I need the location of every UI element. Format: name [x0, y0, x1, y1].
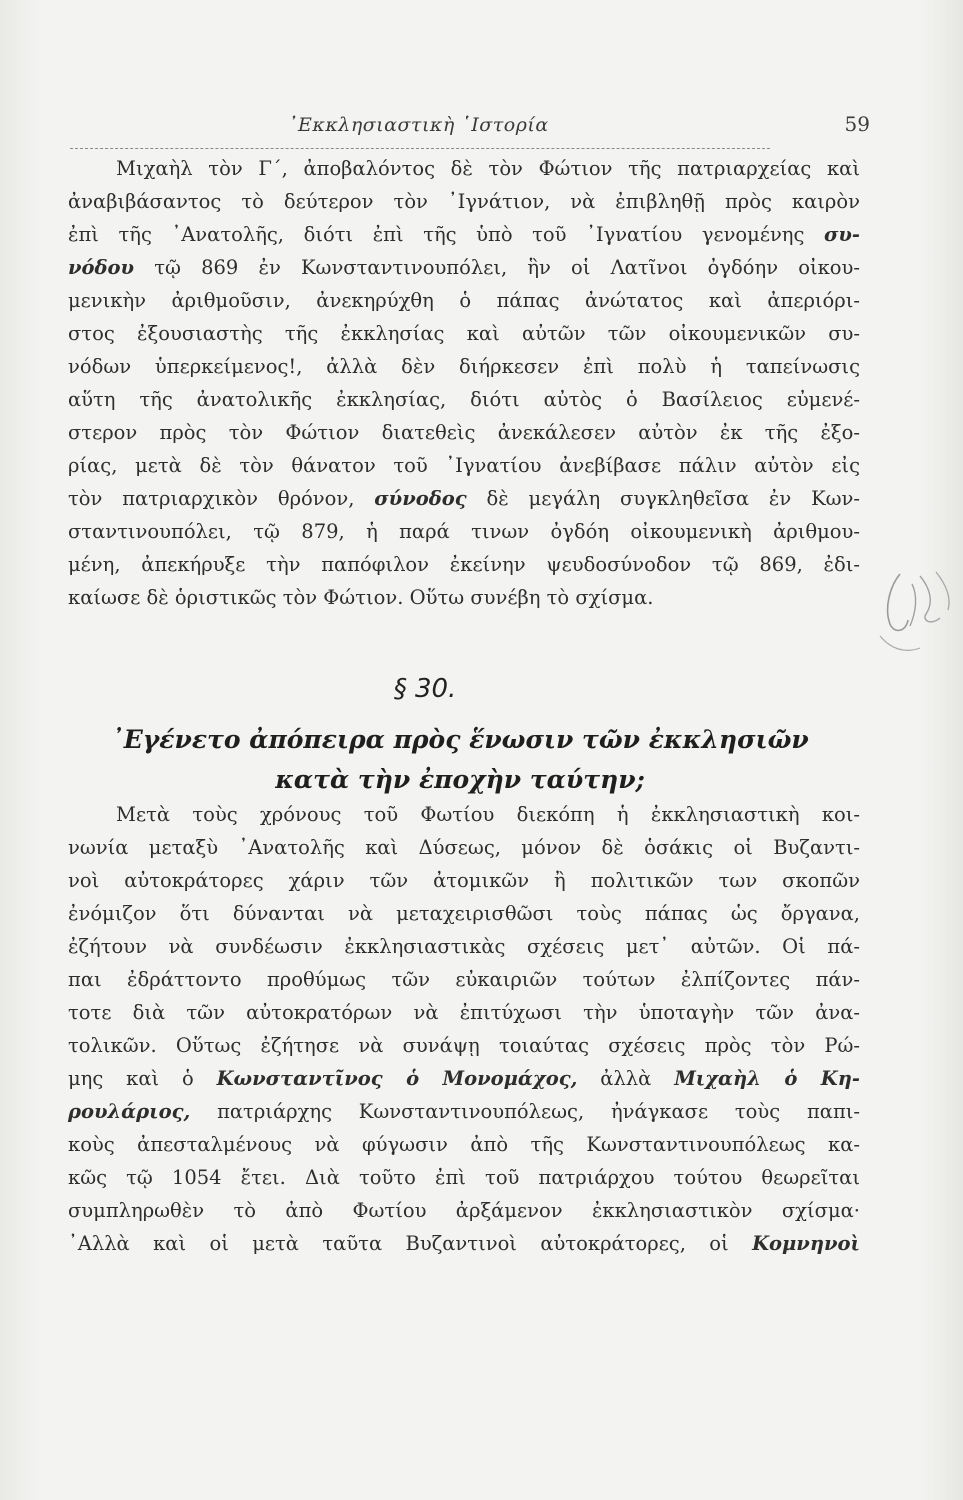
text-span: τὸν πατριαρχικὸν θρόνον,: [68, 487, 355, 510]
text-line: Μετὰ τοὺς χρόνους τοῦ Φωτίου διεκόπη ἡ ἐκκλησιαστικὴ κοι-: [116, 803, 860, 826]
text-line: νοὶ αὐτοκράτορες χάριν τῶν ἀτομικῶν ἢ πολιτικῶν των σκοπῶν: [68, 869, 860, 892]
text-line: στος ἐξουσιαστὴς τῆς ἐκκλησίας καὶ αὐτῶν τῶν οἰκουμενικῶν συ-: [68, 322, 860, 345]
text-line: ρίας, μετὰ δὲ τὸν θάνατον τοῦ ᾿Ιγνατίου ἀνεβίβασε πάλιν αὐτὸν εἰς: [68, 454, 860, 477]
text-line: μενικὴν ἀριθμοῦσιν, ἀνεκηρύχθη ὁ πάπας ἀνώτατος καὶ ἀπεριόρι-: [68, 289, 860, 312]
text-line: νόδων ὑπερκείμενος!, ἀλλὰ δὲν διήρκεσεν ἐπὶ πολὺ ἡ ταπείνωσις: [68, 355, 860, 378]
text-span: τῷ 869 ἐν Κωνσταντινουπόλει, ἣν οἱ Λατῖνοι ὀγδόην οἰκου-: [154, 256, 860, 279]
text-span: πατριάρχης Κωνσταντινουπόλεως, ἠνάγκασε τοὺς παπι-: [217, 1100, 860, 1123]
emphasis: Κομνηνοὶ: [752, 1232, 860, 1255]
text-line: [68, 218, 860, 251]
paragraph-1: [68, 152, 860, 614]
emphasis: Μιχαὴλ ὁ Κη-: [674, 1067, 861, 1090]
header-rule: [70, 148, 770, 149]
emphasis: ρουλάριος,: [68, 1100, 191, 1123]
section-number: § 30.: [393, 674, 457, 704]
text-line: [68, 251, 860, 284]
text-line: καίωσε δὲ ὁριστικῶς τὸν Φώτιον. Οὕτω συνέβη τὸ σχίσμα.: [68, 586, 654, 609]
text-span: δὲ μεγάλη συγκληθεῖσα ἐν Κων-: [486, 487, 860, 510]
text-line: συμπληρωθὲν τὸ ἀπὸ Φωτίου ἀρξάμενον ἐκκλησιαστικὸν σχίσμα·: [68, 1199, 860, 1222]
paragraph-2: [68, 798, 860, 1260]
handwritten-margin-note: [860, 556, 960, 666]
section-title-line: κατὰ τὴν ἐποχὴν ταύτην;: [275, 765, 645, 794]
text-line: μένη, ἀπεκήρυξε τὴν παπόφιλον ἐκείνην ψευδοσύνοδον τῷ 869, ἐδι-: [68, 553, 860, 576]
emphasis: σύνοδος: [374, 487, 467, 510]
text-line: ἐζήτουν νὰ συνδέωσιν ἐκκλησιαστικὰς σχέσεις μετ᾿ αὐτῶν. Οἱ πά-: [68, 935, 860, 958]
text-line: αὕτη τῆς ἀνατολικῆς ἐκκλησίας, διότι αὐτὸς ὁ Βασίλειος εὐμενέ-: [68, 388, 860, 411]
text-line: παι ἐδράττοντο προθύμως τῶν εὐκαιριῶν τούτων ἐλπίζοντες πάν-: [68, 968, 860, 991]
text-line: ἐνόμιζον ὅτι δύνανται νὰ μεταχειρισθῶσι τοὺς πάπας ὡς ὄργανα,: [68, 902, 860, 925]
running-title: ᾿Εκκλησιαστικὴ ῾Ιστορία: [288, 114, 549, 136]
text-line: Μιχαὴλ τὸν Γ΄, ἀποβαλόντος δὲ τὸν Φώτιον τῆς πατριαρχείας καὶ: [116, 157, 860, 180]
text-line: τολικῶν. Οὕτως ἐζήτησε νὰ συνάψῃ τοιαύτας σχέσεις πρὸς τὸν Ρώ-: [68, 1034, 860, 1057]
emphasis: νόδου: [68, 256, 135, 279]
text-line: νωνία μεταξὺ ᾿Ανατολῆς καὶ Δύσεως, μόνον δὲ ὁσάκις οἱ Βυζαντι-: [68, 836, 860, 859]
text-line: κῶς τῷ 1054 ἔτει. Διὰ τοῦτο ἐπὶ τοῦ πατριάρχου τούτου θεωρεῖται: [68, 1166, 860, 1189]
text-line: ἀναβιβάσαντος τὸ δεύτερον τὸν ᾿Ιγνάτιον, νὰ ἐπιβληθῇ πρὸς καιρὸν: [68, 190, 860, 213]
text-span: ἐπὶ τῆς ᾿Ανατολῆς, διότι ἐπὶ τῆς ὑπὸ τοῦ ᾿Ιγνατίου γενομένης: [68, 223, 805, 246]
text-span: μης καὶ ὁ: [68, 1067, 194, 1090]
text-line: [68, 1227, 860, 1260]
emphasis: Κωνσταντῖνος ὁ Μονομάχος,: [216, 1067, 578, 1090]
text-line: [68, 1062, 860, 1095]
text-line: τοτε διὰ τῶν αὐτοκρατόρων νὰ ἐπιτύχωσι τὴν ὑποταγὴν τῶν ἀνα-: [68, 1001, 860, 1024]
text-span: ἀλλὰ: [600, 1067, 652, 1090]
section-title: [70, 720, 850, 800]
text-line: στερον πρὸς τὸν Φώτιον διατεθεὶς ἀνεκάλεσεν αὐτὸν ἐκ τῆς ἐξο-: [68, 421, 860, 444]
text-line: σταντινουπόλει, τῷ 879, ἡ παρά τινων ὀγδόη οἰκουμενικὴ ἀριθμου-: [68, 520, 860, 543]
section-title-line: ᾿Εγένετο ἀπόπειρα πρὸς ἕνωσιν τῶν ἐκκλησιῶν: [111, 725, 809, 754]
page-header: [60, 114, 870, 146]
emphasis: συ-: [823, 223, 860, 246]
text-line: κοὺς ἀπεσταλμένους νὰ φύγωσιν ἀπὸ τῆς Κωνσταντινουπόλεως κα-: [68, 1133, 860, 1156]
page-number: 59: [844, 112, 870, 136]
text-line: [68, 1095, 860, 1128]
text-span: ᾿Αλλὰ καὶ οἱ μετὰ ταῦτα Βυζαντινοὶ αὐτοκράτορες, οἱ: [68, 1232, 729, 1255]
text-line: [68, 482, 860, 515]
